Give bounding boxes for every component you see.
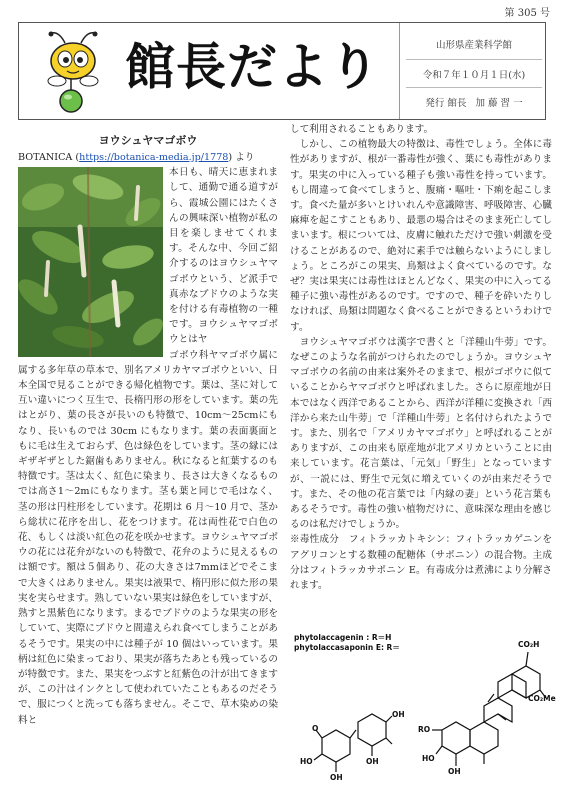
article-body-left: [18, 165, 278, 728]
header-info-panel: [399, 23, 548, 119]
chem-label-co2me: CO₂Me: [528, 694, 556, 703]
chem-label-co2h: CO₂H: [518, 640, 540, 649]
source-suffix: ) より: [228, 152, 255, 163]
publisher: [400, 95, 548, 109]
issue-number: 第 305 号: [504, 8, 550, 19]
chem-label-sugar-oh-3: OH: [392, 710, 405, 719]
source-link[interactable]: https://botanica-media.jp/1778: [79, 152, 229, 163]
toxin-note: ※毒性成分 フィトラッカトキシン：フィトラッカゲニンをアグリコンとする数種の配糖体（サポニン）の混合物。主成分はフィトラッカサポニン E。有毒成分は煮沸により分解されます。: [290, 534, 552, 592]
newsletter-title: 館長だより: [125, 38, 380, 96]
article-source: [18, 150, 278, 165]
left-full-text: ゴボウ科ヤマゴボウ属に属する多年草の草本で、別名アメリカヤマゴボウといい、日本全国で見ることができる帰化植物です。葉は、茎に対して互い違いにつく互生で、長楕円形の形をしています。葉の先はとがり、葉の長さが長いのも特徴で、10cm～25cmにもなり、長いものでは 30cm にもなります。葉の表面裏面ともに毛は生えておらず、色は緑色をしています。茎の縁にはギザギザとした鋸歯もありません。秋になると紅葉するのも特徴です。茎は太く、紅色に染まり、長さは大きくなるものでは高さ1～2mにもなります。茎も葉と同じで毛はなく、茎の形は円柱形をしています。花期は 6 月～10 月で、茎から総状に花序を出し、花をつけます。花は両性花で白色の花、もしくは淡い紅色の花を咲かせます。ヨウシュヤマゴボウの花には花弁がないのも特徴で、花弁のように見えるものは額です。額は５個あり、花の大きさは7mmほどでそこまで大きくはありません。果実は液果で、楕円形に似た形の果実を実らせます。熟していない果実は緑色をしていますが、熟すと黒紫色になります。まるでブドウのような果実の形をしていて、実際にブドウと間違えられ食べてしまうことがあるそうです。果実の中には種子が 10 個はいっています。果柄は紅色に染まっており、果実が落ちたあとも残っているのが特徴です。また、果実をつぶすと紅紫色の汁が出てきますが、この汁はインクとして使われていたこともあるのだそうで、服につくと洗っても落ちません。そこで、草木染めの染料と: [18, 349, 278, 726]
left-wrapped-text: 本日も、晴天に恵まれまして、通勤で通る道すがら、霞城公園にはたくさんの興味深い植物が私の目を楽しませてくれます。そんな中、今回ご紹介するのはヨウシュヤマゴボウという、ど派手で真赤なブドウのような実を付ける有毒植物の一種です。ヨウシュヤマゴボウとはヤ: [169, 167, 278, 346]
chem-label-sugar-o: O: [312, 724, 319, 733]
chemical-structure-icon: [292, 630, 552, 790]
right-paragraph-3: ヨウシュヤマゴボウは漢字で書くと「洋種山牛蒡」です。なぜこのような名前がつけられたのでしょうか。ヨウシュヤマゴボウの名前の由来は案外そのままで、根がゴボウに似ていることからヤマゴボウと呼ばれました。さらに原産地が日本ではなく西洋であることから、西洋が洋種に変換され「西洋から来た山牛蒡」で「洋種山牛蒡」と名付けられたようです。また、別名で「アメリカヤマゴボウ」と呼ばれることがありますが、この由来も原産地が北アメリカということに由来しています。花言葉は、「元気」「野生」となっていますが、一説には、野生で元気に増えていくのが由来だそうです。また、その他の花言葉では「内縁の妻」という花言葉もあるそうです。毒性の強い植物だけに、意味深な理由を感じるのは私だけでしょうか。: [290, 336, 552, 531]
right-column: [290, 122, 552, 593]
bee-mascot-icon: [41, 29, 107, 115]
newsletter-header: [18, 22, 546, 120]
chem-label-oh: OH: [448, 767, 461, 776]
chem-label-sugar-ho: HO: [300, 757, 313, 766]
chemical-structure-diagram: [292, 630, 556, 790]
pokeweed-plant-photo: [18, 167, 163, 357]
chem-label-sugar-oh-1: OH: [330, 773, 343, 782]
right-paragraph-1: して利用されることもあります。: [290, 124, 434, 135]
chem-label-sugar-oh-2: OH: [366, 757, 379, 766]
chem-label-ho: HO: [422, 754, 435, 763]
right-paragraph-2: しかし、この植物最大の特徴は、毒性でしょう。全体に毒性がありますが、根が一番毒性が強く、葉にも毒性があります。果実の中に入っている種子も強い毒性を持っています。もし間違って食べてしまうと、腹痛・嘔吐・下痢を起こします。食べた量が多いとけいれんや意識障害、呼吸障害、心臓麻痺を起こすこともあり、最悪の場合はそのまま死亡してしまいます。根については、皮膚に触れただけで強い刺激を受けることがあるので、絶対に素手では触らないようにしましょう。ところがこの果実、鳥類はよく食べているのです。なぜ？実は果実には毒性はほとんどなく、果実の中に入ってる種子に強い毒性があるのです。ですので、種子を砕いたりしなければ、鳥類は問題なく食べることができるというわけです。: [290, 139, 552, 333]
source-prefix: BOTANICA (: [18, 152, 80, 163]
museum-name: 山形県産業科学館: [435, 40, 512, 51]
chem-label-phytolaccasaponin: phytolaccasaponin E: R＝: [294, 643, 400, 652]
article-heading: ヨウシュヤマゴボウ: [98, 134, 198, 147]
chem-label-ro: RO: [418, 725, 431, 734]
left-column: [18, 122, 278, 728]
header-divider: [406, 59, 542, 60]
header-divider: [406, 87, 542, 88]
publisher-name: 加 藤 習 一: [475, 98, 523, 109]
publisher-role: 発行 館長: [425, 98, 467, 109]
issue-date: 令和７年１０月１日(水): [422, 70, 526, 81]
chem-label-phytolaccagenin: phytolaccagenin : R＝H: [294, 633, 392, 642]
